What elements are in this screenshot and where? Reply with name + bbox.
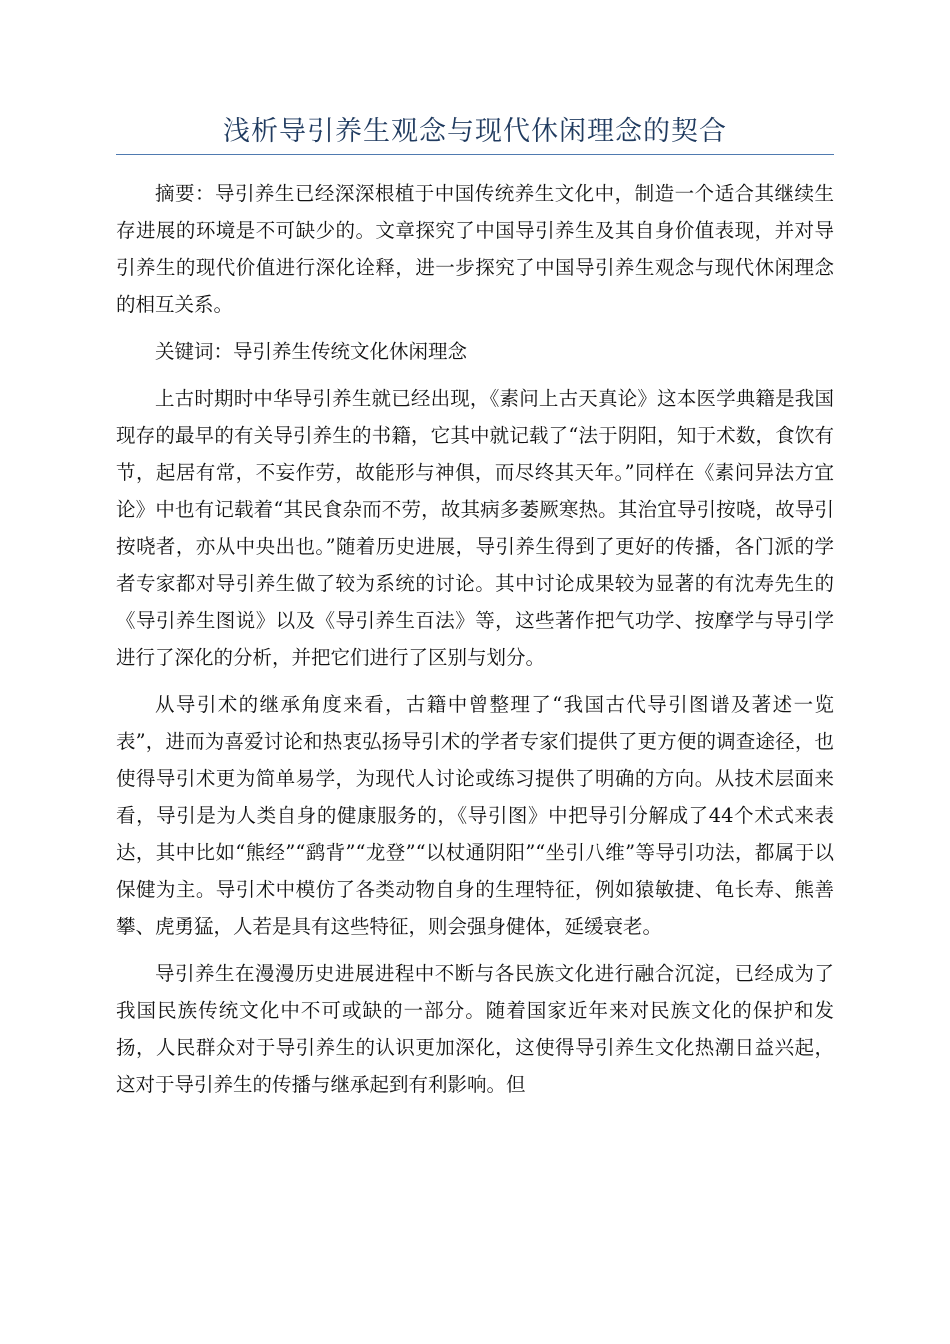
body-paragraph: 上古时期时中华导引养生就已经出现，《素问上古天真论》这本医学典籍是我国现存的最早的有关导引养生的书籍，它其中就记载了“法于阴阳，知于术数，食饮有节，起居有常，不妄作劳，故能形与神俱，而尽终其天年。”同样在《素问异法方宜论》中也有记载着“其民食杂而不劳，故其病多萎厥寒热。其治宜导引按哓，故导引按哓者，亦从中央出也。”随着历史进展，导引养生得到了更好的传播，各门派的学者专家都对导引养生做了较为系统的讨论。其中讨论成果较为显著的有沈寿先生的《导引养生图说》以及《导引养生百法》等，这些著作把气功学、按摩学与导引学进行了深化的分析，并把它们进行了区别与划分。 bbox=[116, 387, 834, 669]
body-paragraph: 从导引术的继承角度来看，古籍中曾整理了“我国古代导引图谱及著述一览表”，进而为喜爱讨论和热衷弘扬导引术的学者专家们提供了更方便的调查途径，也使得导引术更为简单易学，为现代人讨论或练习提供了明确的方向。从技术层面来看，导引是为人类自身的健康服务的，《导引图》中把导引分解成了44个术式来表达，其中比如“熊经”“鹞背”“龙登”“以杖通阴阳”“坐引八维”等导引功法，都属于以保健为主。导引术中模仿了各类动物自身的生理特征，例如猿敏捷、龟长寿、熊善攀、虎勇猛，人若是具有这些特征，则会强身健体，延缓衰老。 bbox=[116, 693, 834, 938]
document-title: 浅析导引养生观念与现代休闲理念的契合 bbox=[223, 116, 727, 147]
body-paragraph: 导引养生在漫漫历史进展进程中不断与各民族文化进行融合沉淀，已经成为了我国民族传统文化中不可或缺的一部分。随着国家近年来对民族文化的保护和发扬，人民群众对于导引养生的认识更加深化，这使得导引养生文化热潮日益兴起，这对于导引养生的传播与继承起到有利影响。但 bbox=[116, 962, 834, 1096]
document-page bbox=[116, 110, 834, 1113]
title-underline bbox=[116, 154, 834, 155]
keywords-paragraph: 关键词：导引养生传统文化休闲理念 bbox=[155, 340, 468, 363]
abstract-paragraph: 摘要：导引养生已经深深根植于中国传统养生文化中，制造一个适合其继续生存进展的环境是不可缺少的。文章探究了中国导引养生及其自身价值表现，并对导引养生的现代价值进行深化诠释，进一步探究了中国导引养生观念与现代休闲理念的相互关系。 bbox=[116, 182, 834, 316]
document-body bbox=[116, 175, 834, 1103]
